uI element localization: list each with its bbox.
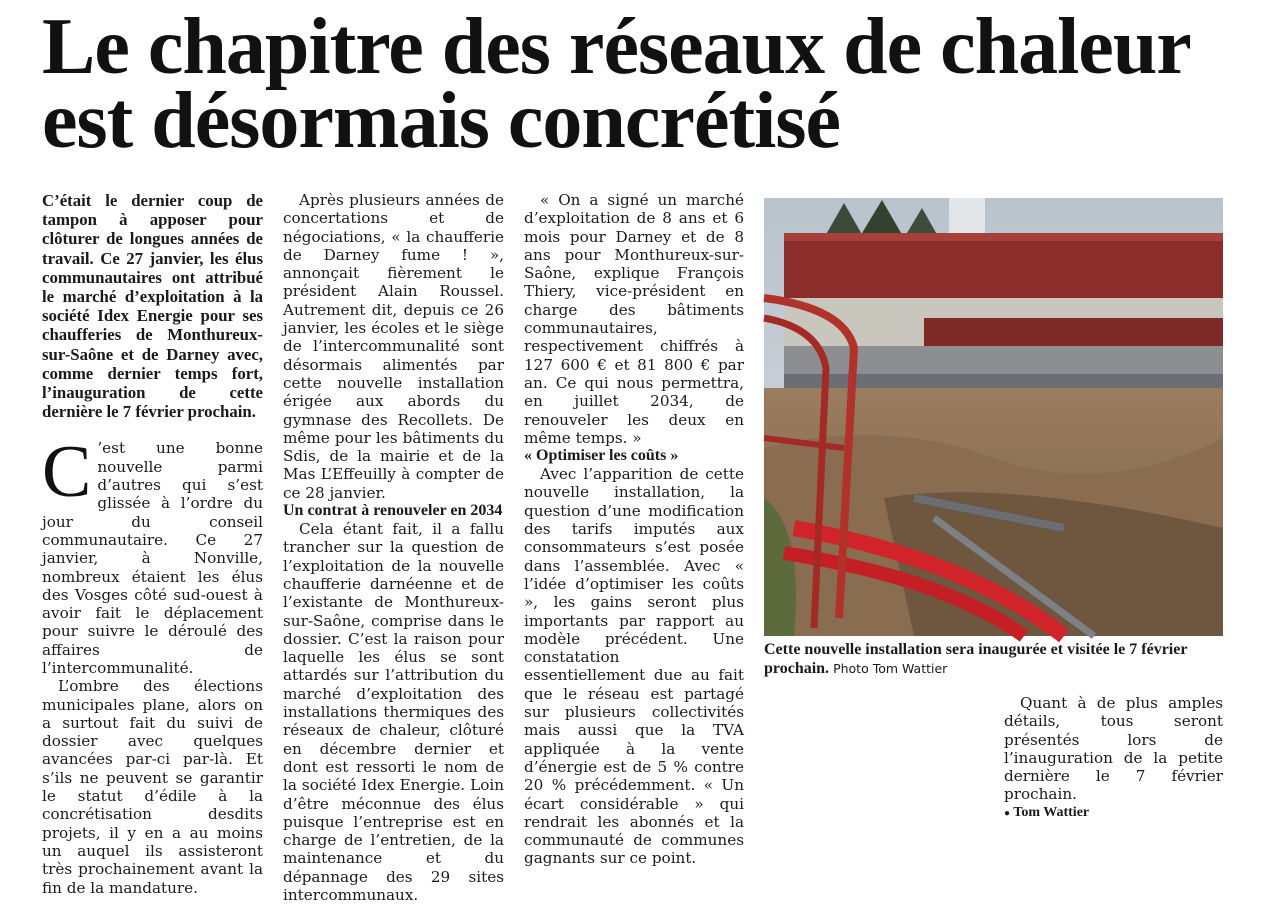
column-2-flow	[283, 191, 504, 904]
headline-line-1: Le chapitre des réseaux de chaleur	[42, 3, 1191, 91]
paragraph-7: Quant à de plus amples détails, tous seront présentés lors de l’inauguration de la petite dernière le 7 février prochain.	[1004, 694, 1223, 804]
column-2	[283, 191, 504, 904]
caption-text: Cette nouvelle installation sera inaugurée et visitée le 7 février prochain.	[764, 641, 1188, 677]
paragraph-4: Cela étant fait, il a fallu trancher sur la question de l’exploitation de la nouvelle chaufferie darnéenne et de l’existante de Monthureux-sur-Saône, comprise dans le dossier. C’est la raison pour laquelle les élus se sont attardés sur l’attribution du marché d’exploitation des installations thermiques des réseaux de chaleur, clôturé en décembre dernier et dont est ressorti le nom de la société Idex Energie. Loin d’être méconnue des élus puisque l’entreprise est en charge de l’entretien, de la maintenance et du dépannage des 29 sites intercommunaux.	[283, 520, 504, 904]
heating-plant-photo	[764, 198, 1223, 636]
article-lead: C’était le dernier coup de tampon à apposer pour clôturer de longues années de travail. Ce 27 janvier, les élus communautaires ont attribué le marché d’exploitation à la société Idex Energie pour ses chaufferies de Monthureux-sur-Saône et de Darney avec, comme dernier temps fort, l’inauguration de cette dernière le 7 février prochain.	[42, 191, 263, 422]
article-photo	[764, 198, 1223, 636]
photo-credit: Photo Tom Wattier	[833, 661, 948, 676]
subhead-optimize: « Optimiser les coûts »	[524, 447, 679, 465]
column-4	[764, 694, 984, 814]
paragraph-6: Avec l’apparition de cette nouvelle installation, la question d’une modification des tarifs imputés aux consommateurs s’est posée dans l’assemblée. Avec « l’idée d’optimiser les coûts », les gains seront plus importants par rapport au modèle précédent. Une constatation essentiellement due au fait que le réseau est partagé sur plusieurs collectivités mais aussi que la TVA appliquée à la vente d’énergie est de 5 % contre 20 % précédemment. « Un écart considérable » qui rendrait les abonnés et la communauté de communes gagnants sur ce point.	[524, 465, 744, 868]
column-1	[42, 191, 263, 897]
author-signature: ● Tom Wattier	[1004, 804, 1090, 820]
headline-line-2: est désormais concrétisé	[42, 77, 840, 165]
paragraph-1: C ’est une bonne nouvelle parmi d’autres qui s’est glissée à l’ordre du jour du conseil communautaire. Ce 27 janvier, à Nonville, nombreux étaient les élus des Vosges côté sud-ouest à avoir fait le déplacement pour suivre le déroulé des affaires de l’intercommunalité.	[42, 431, 263, 677]
paragraph-5: « On a signé un marché d’exploitation de 8 ans et 6 mois pour Darney et de 8 ans pour Monthureux-sur-Saône, explique François Thiery, vice-président en charge des bâtiments communautaires, respectivement chiffrés à 127 600 € et 81 800 € par an. Ce qui nous permettra, en juillet 2034, de renouveler les deux en même temps. »	[524, 191, 744, 447]
paragraph-2: L’ombre des élections municipales plane, alors on a surtout fait du suivi de dossier avec quelques avancées par-ci par-là. Et s’ils ne peuvent se garantir le statut d’édile à la concrétisation desdits projets, il y en a au moins un auquel ils assisteront très prochainement avant la fin de la mandature.	[42, 677, 263, 897]
headline	[42, 3, 1191, 165]
drop-cap: C	[42, 431, 92, 514]
photo-caption	[764, 640, 1223, 678]
paragraph-3: Après plusieurs années de concertations et de négociations, « la chaufferie de Darney fume ! », annonçait fièrement le président Alain Roussel. Autrement dit, depuis ce 26 janvier, les écoles et le siège de l’intercommunalité sont désormais alimentés par cette nouvelle installation érigée aux abords du gymnase des Recollets. De même pour les bâtiments du Sdis, de la mairie et de la Mas L’Effeuilly à compter de ce 28 janvier.	[283, 191, 504, 502]
column-5	[1004, 694, 1223, 820]
subhead-contract: Un contrat à renouveler en 2034	[283, 502, 503, 520]
column-3	[524, 191, 744, 868]
